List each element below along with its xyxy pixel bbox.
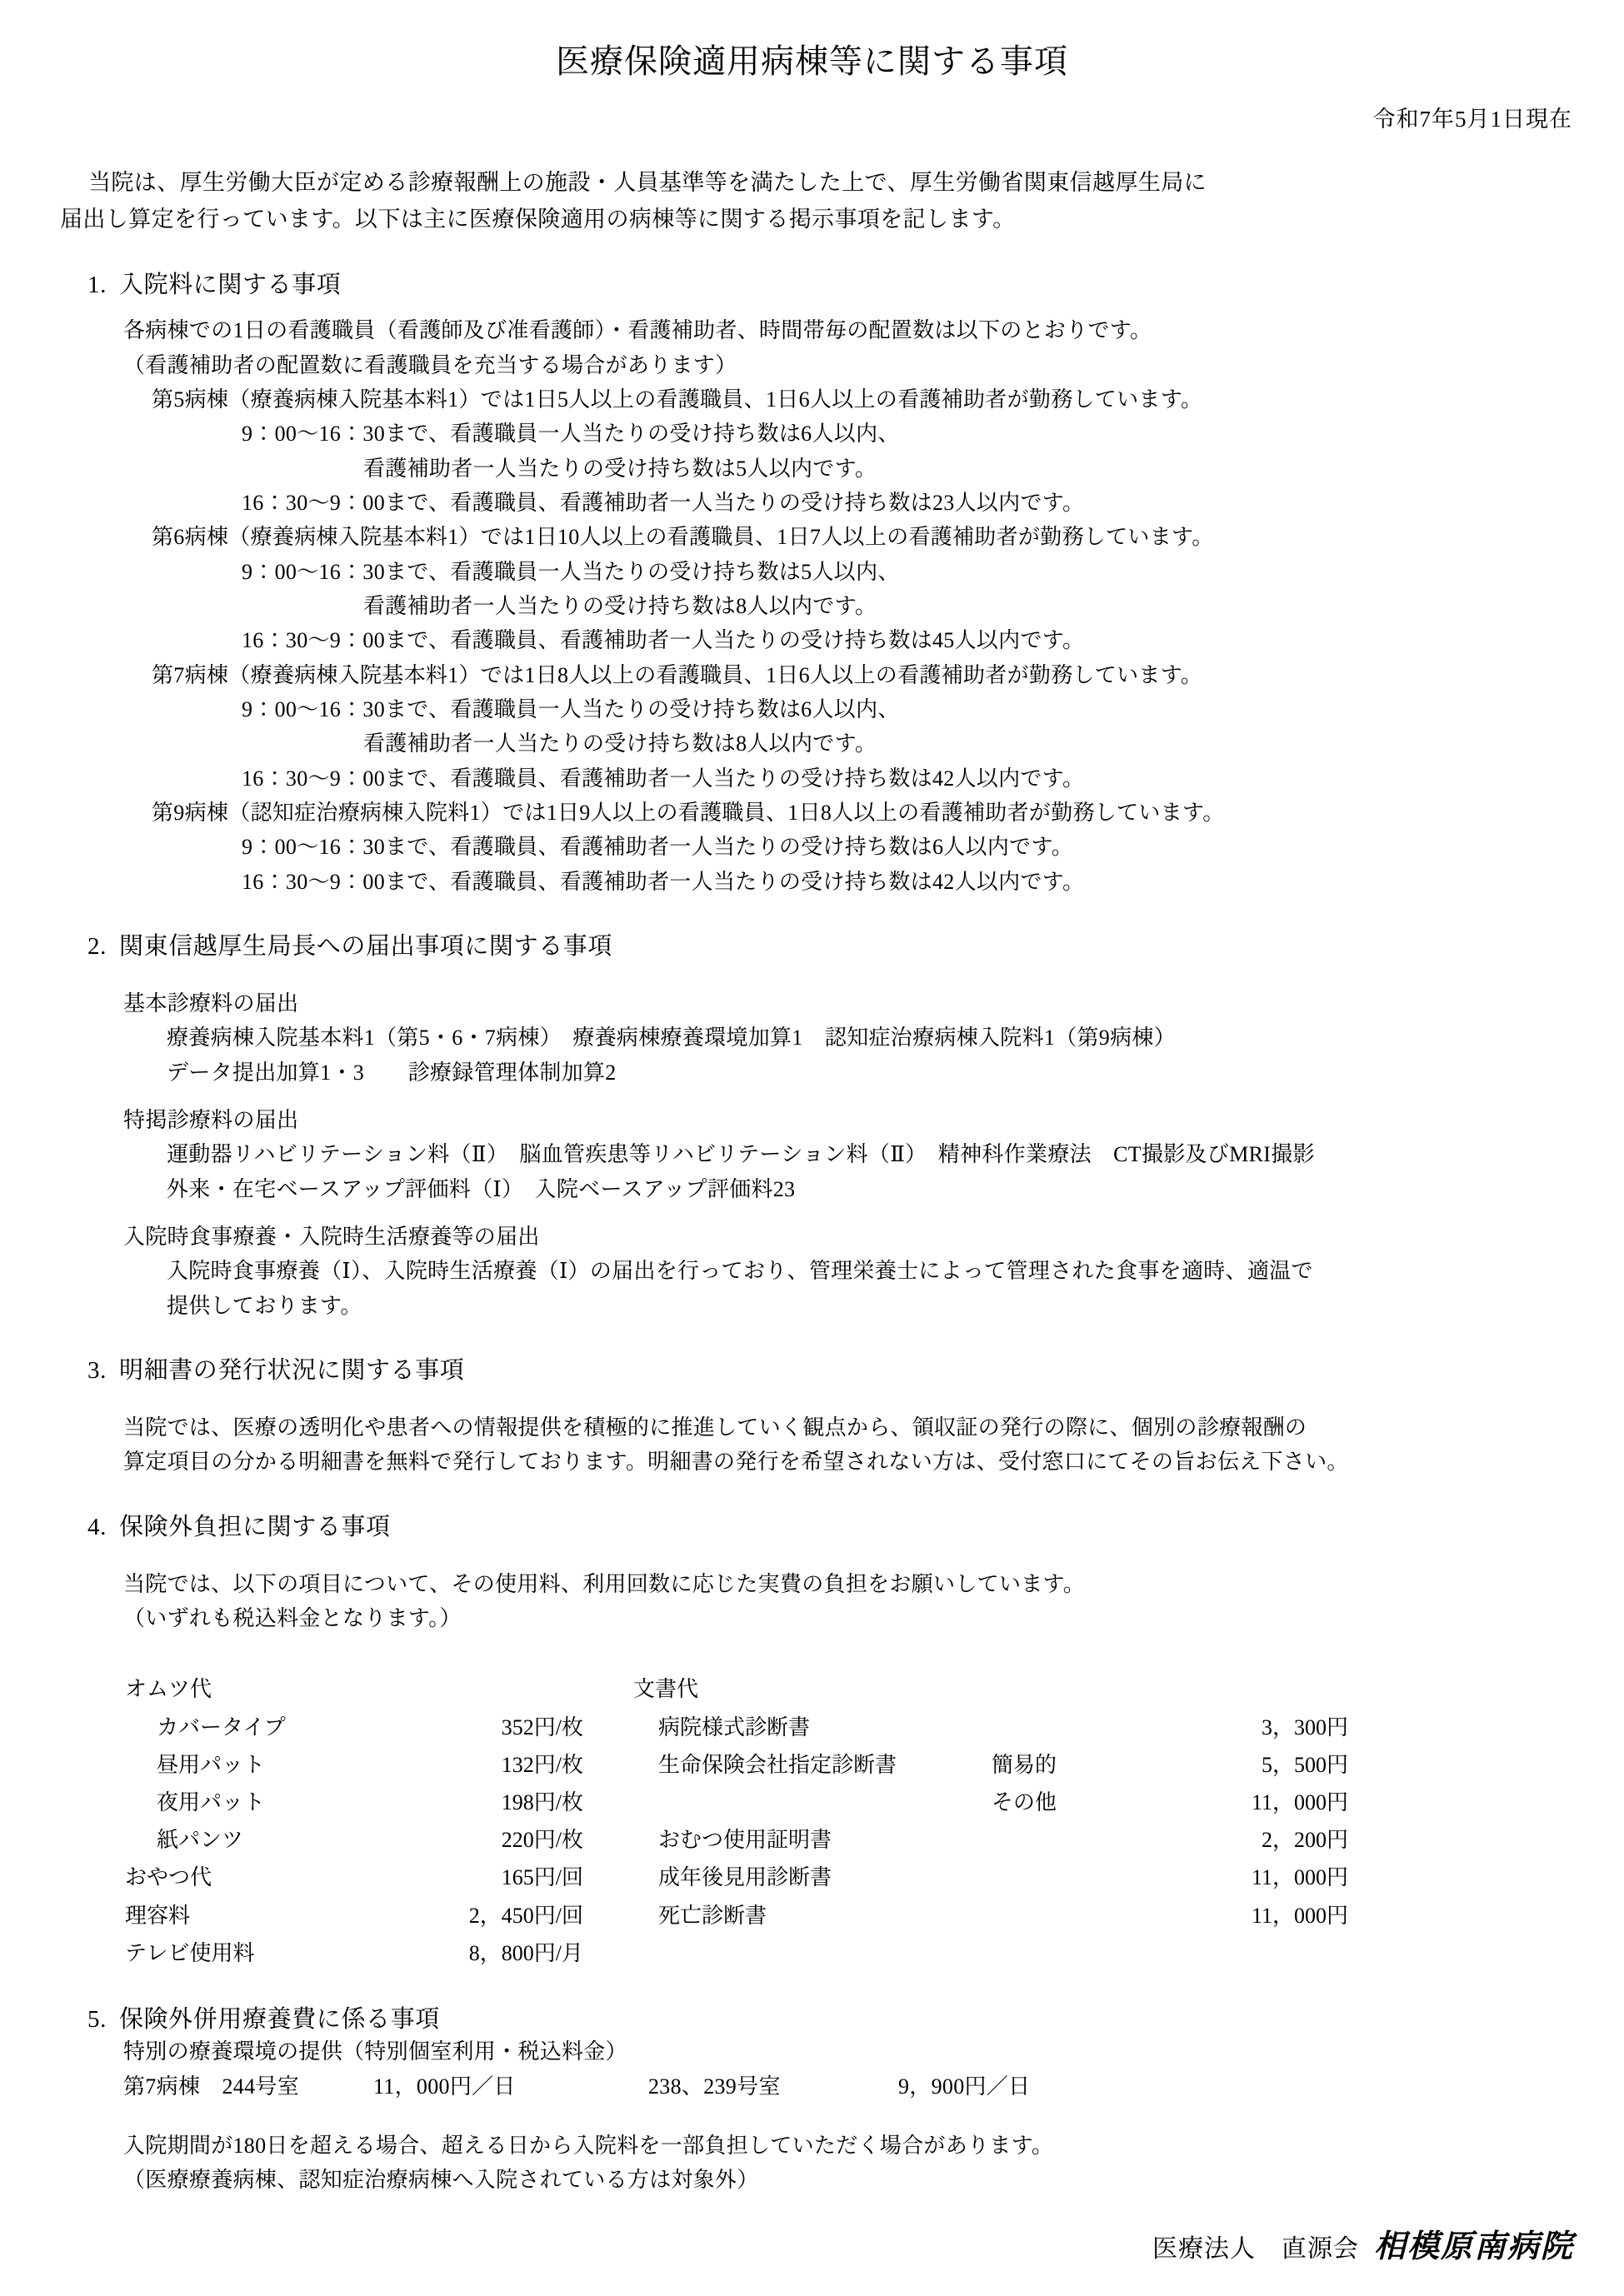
fee-item-price: 165円/回 (501, 1865, 583, 1890)
section-5-body (0, 2034, 1624, 2197)
doc-item-name: 生命保険会社指定診断書 (658, 1752, 897, 1777)
s1-ward7-day: 9：00～16：30まで、看護職員一人当たりの受け持ち数は6人以内、 (242, 697, 900, 722)
doc-item-qualifier: その他 (992, 1790, 1057, 1815)
section-2-title: 関東信越厚生局長への届出事項に関する事項 (119, 933, 613, 961)
s1-ward9-day: 9：00～16：30まで、看護職員、看護補助者一人当たりの受け持ち数は6人以内です。 (242, 835, 1074, 860)
section-2-number: 2. (87, 933, 107, 961)
fee-item-price: 8，800円/月 (468, 1940, 583, 1965)
section-5-heading (0, 2000, 1624, 2034)
section-3 (0, 1351, 1624, 1480)
s1-ward7-day-aide: 看護補助者一人当たりの受け持ち数は8人以内です。 (363, 731, 877, 756)
doc-item-name: 成年後見用診断書 (658, 1865, 832, 1890)
section-4-heading (0, 1508, 1624, 1542)
table-row (633, 1784, 1408, 1821)
fee-row (125, 1934, 633, 1972)
s5-line-1: 特別の療養環境の提供（特別個室利用・税込料金） (123, 2039, 627, 2064)
intro-line-1: 当院は、厚生労働大臣が定める診療報酬上の施設・人員基準等を満たした上で、厚生労働省関東信越厚生局に (88, 170, 1207, 195)
section-1 (0, 266, 1624, 899)
fee-row (125, 1784, 633, 1821)
section-3-heading (0, 1351, 1624, 1385)
doc-item-price: 11，000円 (1251, 1790, 1348, 1815)
fee-item-name: おやつ代 (125, 1865, 212, 1890)
s2-group3-title: 入院時食事療養・入院時生活療養等の届出 (123, 1225, 540, 1250)
hospital-name: 相模原南病院 (1373, 2227, 1574, 2264)
section-5 (0, 2000, 1624, 2197)
s2-group3-line2: 提供しております。 (167, 1293, 362, 1318)
fee-item-price: 2，450円/回 (468, 1903, 583, 1928)
doc-item-name: 死亡診断書 (658, 1903, 767, 1928)
fee-item-name: 昼用パット (157, 1752, 266, 1777)
fee-table (0, 1670, 1624, 1972)
intro-line-2: 届出し算定を行っています。以下は主に医療保険適用の病棟等に関する掲示事項を記します。 (60, 206, 1016, 232)
s2-group2-line1: 運動器リハビリテーション料（Ⅱ） 脳血管疾患等リハビリテーション料（Ⅱ） 精神科作業療法 CT撮影及びMRI撮影 (167, 1142, 1315, 1167)
section-2-body (0, 986, 1624, 1323)
doc-item-name: おむつ使用証明書 (658, 1828, 832, 1853)
fee-row (125, 1859, 633, 1896)
s1-ward5-day-aide: 看護補助者一人当たりの受け持ち数は5人以内です。 (363, 456, 877, 481)
s2-group3-line1: 入院時食事療養（Ⅰ）、入院時生活療養（Ⅰ）の届出を行っており、管理栄養士によって管理された食事を適時、適温で (167, 1259, 1313, 1284)
footer-signature (1152, 2220, 1574, 2266)
section-3-title: 明細書の発行状況に関する事項 (119, 1357, 465, 1384)
section-3-number: 3. (87, 1357, 107, 1384)
section-2 (0, 927, 1624, 1323)
s2-group1-title: 基本診療料の届出 (123, 991, 299, 1016)
fee-item-price: 198円/枚 (501, 1790, 583, 1815)
s5-room-price: 11，000円／日 (373, 2074, 516, 2099)
s1-ward5-night: 16：30～9：00まで、看護職員、看護補助者一人当たりの受け持ち数は23人以内です。 (242, 491, 1085, 516)
s1-ward5-day: 9：00～16：30まで、看護職員一人当たりの受け持ち数は6人以内、 (242, 422, 900, 447)
table-row (633, 1897, 1408, 1934)
s5-private-room-row (0, 2069, 1624, 2104)
doc-item-price: 11，000円 (1251, 1865, 1348, 1890)
s3-line-1: 当院では、医療の透明化や患者への情報提供を積極的に推進していく観点から、領収証の発行の際に、個別の診療報酬の (123, 1415, 1307, 1440)
s1-ward7: 第7病棟（療養病棟入院基本料1）では1日8人以上の看護職員、1日6人以上の看護補助者が勤務しています。 (152, 662, 1203, 687)
s4-line-2: （いずれも税込料金となります。） (123, 1605, 462, 1630)
s2-group2-line2: 外来・在宅ベースアップ評価料（Ⅰ） 入院ベースアップ評価料23 (167, 1176, 796, 1201)
fee-group-documents-label: 文書代 (633, 1677, 699, 1702)
doc-item-price: 2，200円 (1261, 1828, 1348, 1853)
section-4-title: 保険外負担に関する事項 (119, 1513, 391, 1540)
section-4-body (0, 1567, 1624, 1636)
corporation-name: 医療法人 直源会 (1152, 2235, 1359, 2263)
table-row (633, 1709, 1408, 1746)
fee-column-documents (633, 1670, 1408, 1934)
s1-ward6-day: 9：00～16：30まで、看護職員一人当たりの受け持ち数は5人以内、 (242, 559, 900, 584)
s5-room-ward-2: 238、239号室 (648, 2074, 781, 2099)
doc-item-price: 3，300円 (1261, 1715, 1348, 1739)
s1-ward9: 第9病棟（認知症治療病棟入院料1）では1日9人以上の看護職員、1日8人以上の看護補助者が勤務しています。 (152, 801, 1225, 826)
s1-ward6-night: 16：30～9：00まで、看護職員、看護補助者一人当たりの受け持ち数は45人以内です。 (242, 628, 1085, 653)
s4-line-1: 当院では、以下の項目について、その使用料、利用回数に応じた実費の負担をお願いしています。 (123, 1571, 1086, 1596)
doc-item-name: 病院様式診断書 (658, 1715, 811, 1739)
table-row (633, 1859, 1408, 1896)
s5-note-1: 入院期間が180日を超える場合、超える日から入院料を一部負担していただく場合があります。 (123, 2133, 1054, 2158)
s1-ward5: 第5病棟（療養病棟入院基本料1）では1日5人以上の看護職員、1日6人以上の看護補助者が勤務しています。 (152, 387, 1203, 412)
s1-line-2: （看護補助者の配置数に看護職員を充当する場合があります） (123, 352, 737, 377)
s1-ward9-night: 16：30～9：00まで、看護職員、看護補助者一人当たりの受け持ち数は42人以内です。 (242, 869, 1085, 894)
section-4 (0, 1508, 1624, 1973)
doc-item-price: 5，500円 (1261, 1752, 1348, 1777)
s1-ward6-day-aide: 看護補助者一人当たりの受け持ち数は8人以内です。 (363, 594, 877, 619)
fee-item-name: 理容料 (125, 1903, 191, 1928)
s5-room-ward: 第7病棟 244号室 (123, 2074, 300, 2099)
fee-item-price: 352円/枚 (501, 1715, 583, 1739)
section-2-heading (0, 927, 1624, 961)
page-title: 医療保険適用病棟等に関する事項 (556, 42, 1068, 80)
s1-ward7-night: 16：30～9：00まで、看護職員、看護補助者一人当たりの受け持ち数は42人以内です。 (242, 766, 1085, 791)
fee-row (125, 1897, 633, 1934)
fee-group-documents (633, 1670, 1408, 1708)
fee-group-diaper-label: オムツ代 (125, 1677, 212, 1702)
fee-item-name: テレビ使用料 (125, 1940, 255, 1965)
s5-room-price-2: 9，900円／日 (898, 2074, 1031, 2099)
s3-line-2: 算定項目の分かる明細書を無料で発行しております。明細書の発行を希望されない方は、受付窓口にてその旨お伝え下さい。 (123, 1450, 1349, 1475)
fee-column-consumables (125, 1670, 633, 1972)
section-1-title: 入院料に関する事項 (119, 272, 342, 299)
section-4-number: 4. (87, 1513, 107, 1540)
fee-item-name: 紙パンツ (157, 1828, 244, 1853)
s2-group1-line2: データ提出加算1・3 診療録管理体制加算2 (167, 1060, 617, 1085)
table-row (633, 1821, 1408, 1859)
section-3-body (0, 1410, 1624, 1480)
fee-item-price: 132円/枚 (501, 1752, 583, 1777)
effective-date: 令和7年5月1日現在 (1372, 107, 1572, 132)
fee-group-diaper (125, 1670, 633, 1708)
doc-item-price: 11，000円 (1251, 1903, 1348, 1928)
fee-row (125, 1746, 633, 1784)
fee-item-name: カバータイプ (157, 1715, 286, 1739)
s1-ward6: 第6病棟（療養病棟入院基本料1）では1日10人以上の看護職員、1日7人以上の看護補助者が勤務しています。 (152, 525, 1214, 550)
fee-row (125, 1709, 633, 1746)
section-1-heading (0, 266, 1624, 300)
section-5-title: 保険外併用療養費に係る事項 (119, 2006, 440, 2034)
s1-line-1: 各病棟での1日の看護職員（看護師及び准看護師）・看護補助者、時間帯毎の配置数は以下のとおりです。 (123, 318, 1152, 343)
s5-note-2: （医療療養病棟、認知症治療病棟へ入院されている方は対象外） (123, 2168, 759, 2193)
s2-group2-title: 特掲診療料の届出 (123, 1108, 299, 1133)
doc-item-qualifier: 簡易的 (992, 1752, 1057, 1777)
fee-row (125, 1821, 633, 1859)
section-1-body (0, 313, 1624, 899)
table-row (633, 1746, 1408, 1784)
intro-paragraph (0, 133, 1624, 237)
s2-group1-line1: 療養病棟入院基本料1（第5・6・7病棟） 療養病棟療養環境加算1 認知症治療病棟入院料1（第9病棟） (167, 1026, 1177, 1051)
fee-item-name: 夜用パット (157, 1790, 266, 1815)
section-5-number: 5. (87, 2006, 107, 2034)
fee-item-price: 220円/枚 (501, 1828, 583, 1853)
section-1-number: 1. (87, 272, 107, 299)
